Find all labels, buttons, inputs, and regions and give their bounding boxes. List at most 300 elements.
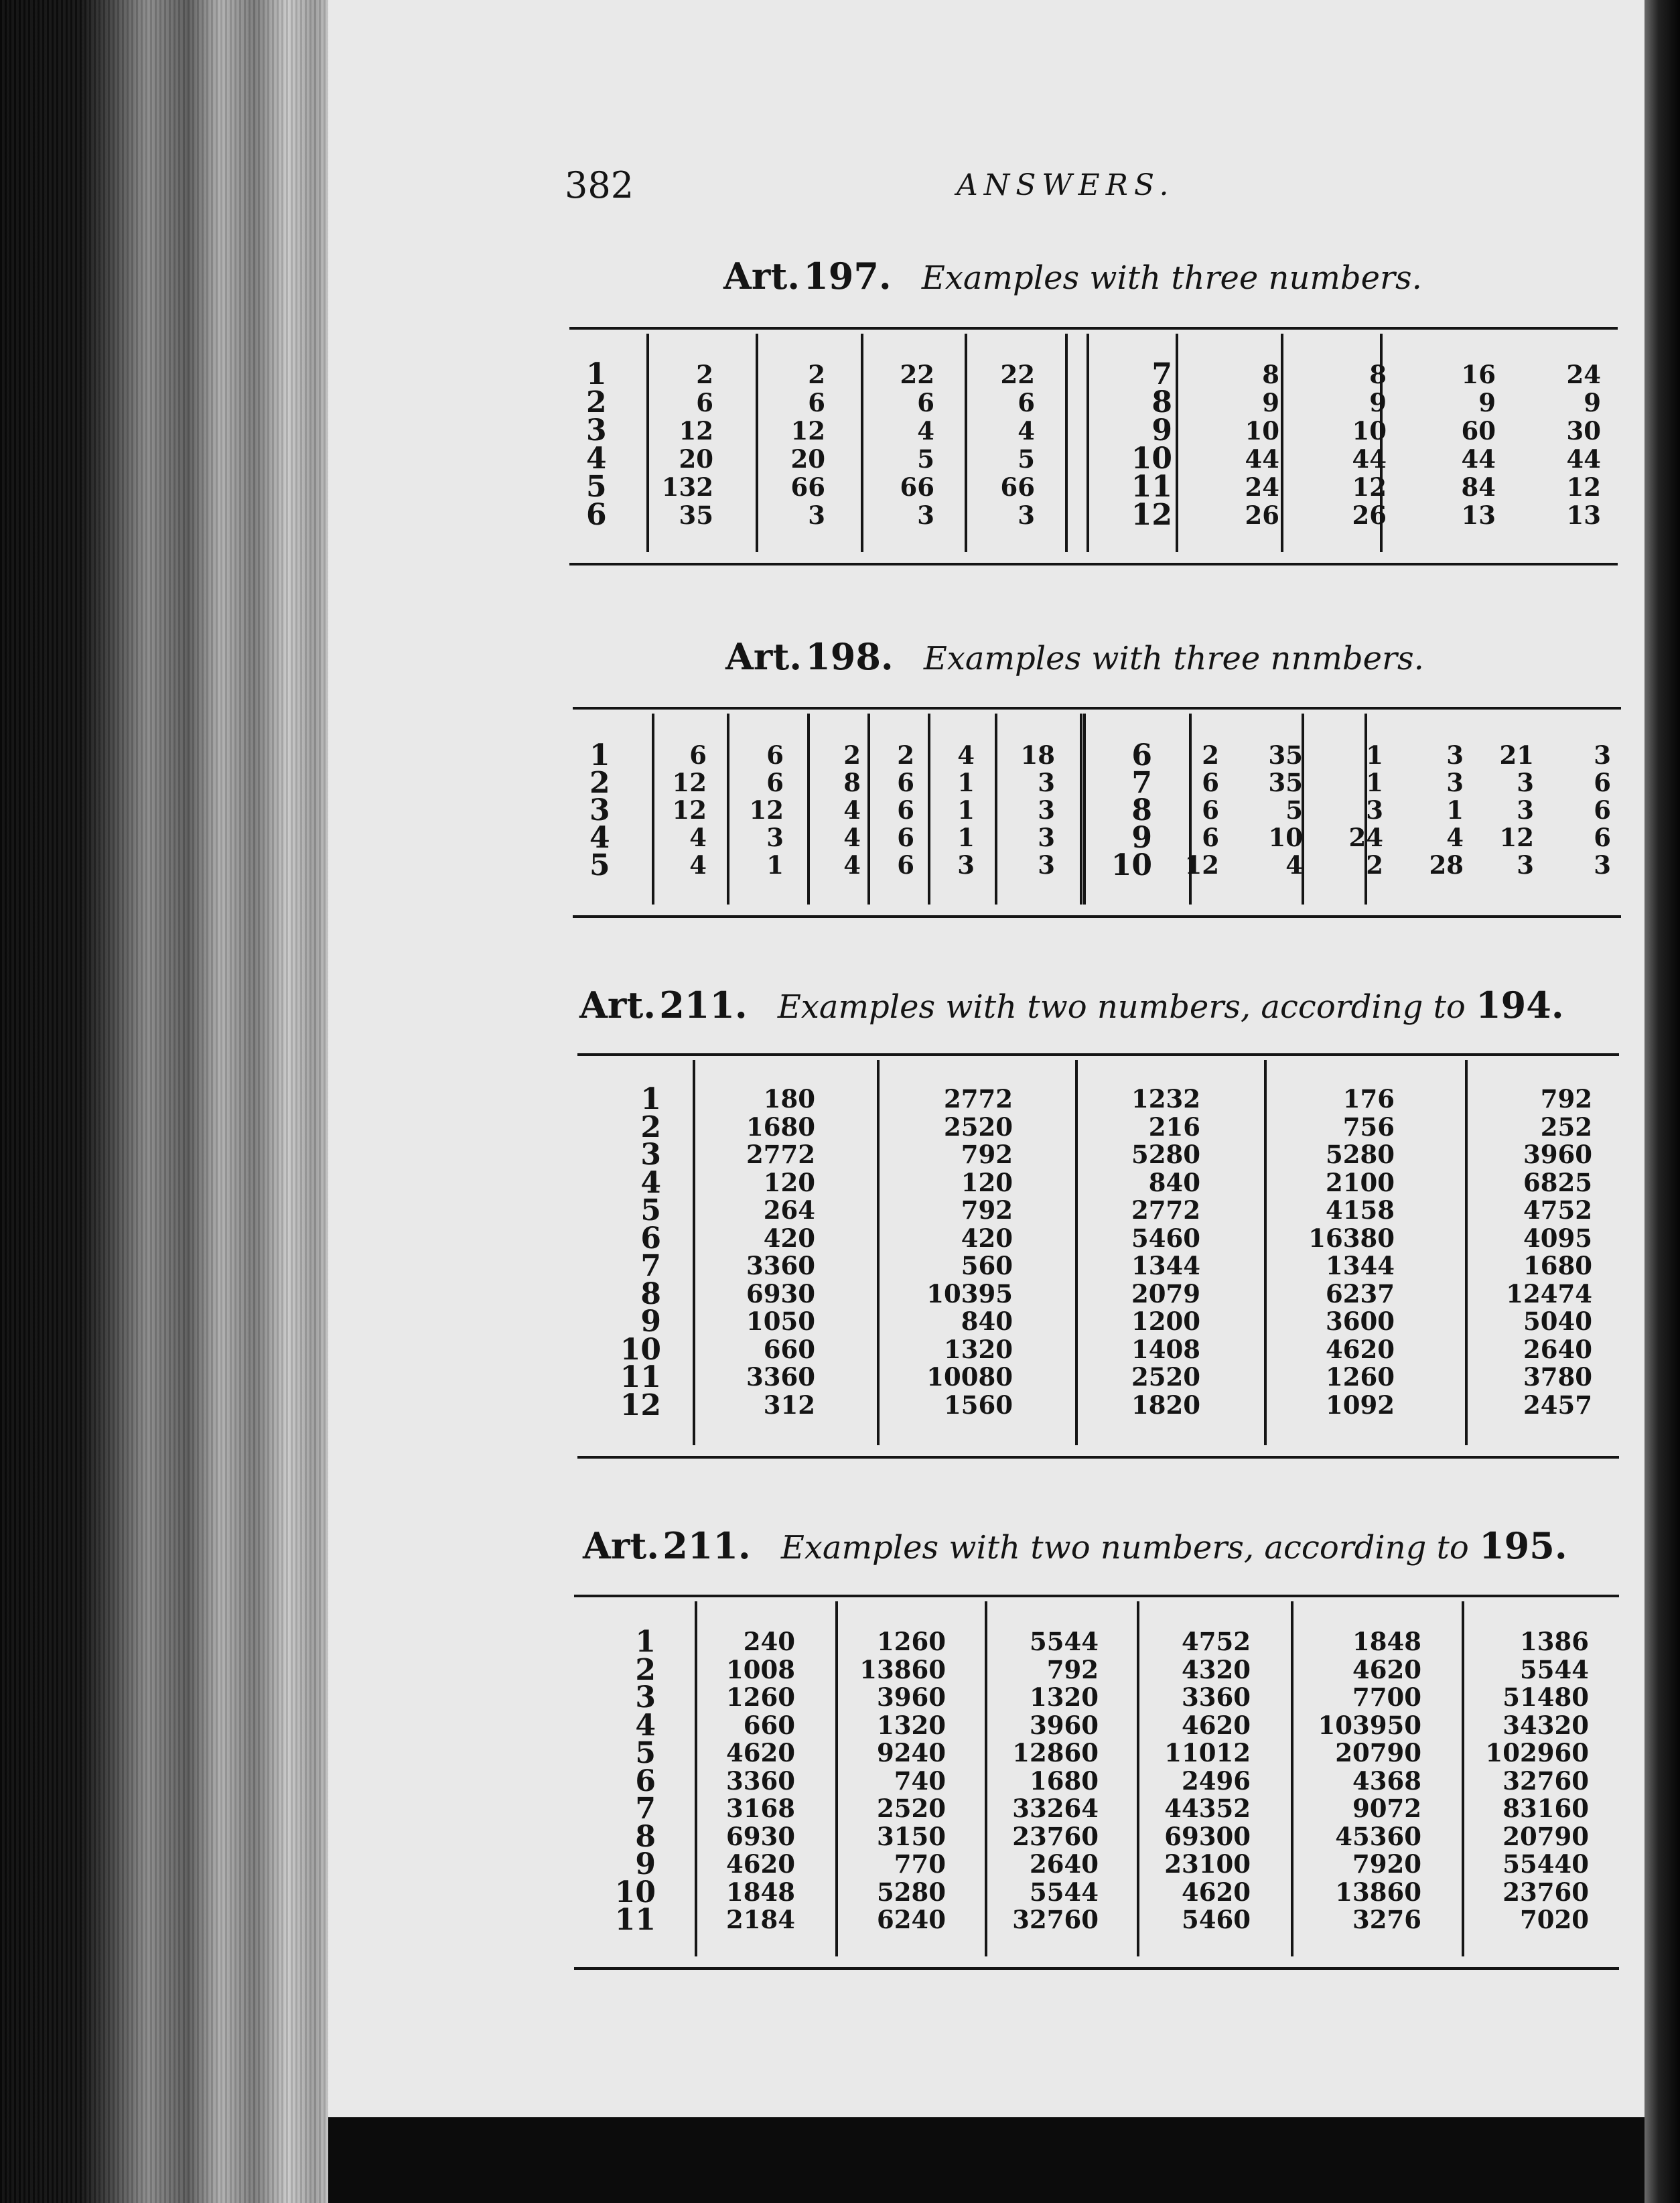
answer-value: 180: [763, 1084, 815, 1114]
example-number: 5: [635, 1736, 656, 1770]
answer-value: 2772: [944, 1084, 1013, 1114]
answer-value: 4: [1018, 416, 1035, 446]
answer-value: 3360: [746, 1251, 815, 1280]
answer-value: 2: [897, 740, 914, 770]
answer-value: 740: [894, 1765, 946, 1796]
answer-value: 4620: [1182, 1877, 1251, 1907]
answer-value: 9072: [1352, 1794, 1421, 1823]
section-title: [723, 255, 1422, 297]
answer-value: 3: [1366, 795, 1383, 825]
answer-value: 23100: [1164, 1849, 1251, 1879]
answer-column: [673, 742, 707, 879]
example-number: 4: [586, 442, 607, 476]
answer-value: 3: [1038, 823, 1055, 852]
answer-value: 2: [843, 740, 861, 770]
answer-value: 26: [1352, 500, 1387, 530]
example-number: 5: [640, 1193, 661, 1227]
answer-table: [569, 327, 1618, 565]
answer-column: [900, 360, 935, 529]
column-divider: [693, 1060, 695, 1445]
answer-value: 2520: [944, 1112, 1013, 1142]
answer-value: 2184: [726, 1905, 795, 1934]
answer-value: 3276: [1352, 1905, 1421, 1934]
answer-value: 12: [1184, 850, 1219, 880]
table-bottom-rule: [574, 1967, 1619, 1970]
answer-value: 2079: [1131, 1278, 1200, 1309]
answer-value: 21: [1499, 740, 1534, 770]
answer-value: 560: [961, 1251, 1013, 1280]
answer-value: 2: [1202, 740, 1219, 770]
section-title: [583, 1524, 1567, 1567]
answer-value: 12: [1499, 823, 1534, 852]
answer-value: 44: [1461, 444, 1496, 474]
answer-value: 1: [766, 850, 784, 880]
answer-value: 5544: [1030, 1627, 1099, 1656]
answer-value: 13860: [859, 1654, 946, 1684]
answer-column: [1462, 360, 1496, 529]
answer-value: 1200: [1131, 1307, 1200, 1336]
answer-value: 3: [1038, 850, 1055, 880]
answer-column: [1111, 738, 1152, 882]
example-number: 4: [640, 1165, 661, 1200]
answer-value: 12: [1352, 472, 1387, 502]
answer-value: 20790: [1502, 1821, 1589, 1851]
answer-value: 5: [1285, 795, 1303, 825]
answer-value: 132: [661, 472, 713, 502]
answer-value: 3: [1517, 850, 1534, 880]
example-number: 1: [640, 1082, 661, 1116]
answer-value: 6: [766, 768, 784, 797]
answer-value: 4095: [1523, 1223, 1592, 1253]
answer-value: 3960: [877, 1682, 946, 1712]
answer-value: 2520: [1131, 1362, 1200, 1392]
answer-value: 252: [1540, 1112, 1592, 1142]
column-divider: [928, 714, 930, 905]
answer-value: 6: [897, 768, 914, 797]
answer-value: 4: [843, 823, 861, 852]
answer-value: 35: [679, 500, 713, 530]
answer-value: 2640: [1523, 1334, 1592, 1364]
answer-value: 660: [743, 1710, 795, 1740]
column-divider: [965, 334, 967, 552]
example-number: 11: [614, 1903, 656, 1937]
answer-value: 7700: [1352, 1682, 1421, 1712]
answer-column: [1308, 1085, 1395, 1419]
column-divider: [1462, 1601, 1464, 1956]
answer-column: [1131, 357, 1172, 532]
answer-value: 792: [961, 1195, 1013, 1225]
answer-value: 2100: [1326, 1167, 1395, 1197]
answer-value: 840: [1148, 1167, 1200, 1197]
answer-value: 12: [672, 795, 707, 825]
column-divider: [1083, 714, 1086, 905]
section-caption: Examples with three nnmbers.: [923, 640, 1424, 677]
art-number: 211.: [659, 984, 748, 1026]
answer-value: 12: [790, 416, 825, 446]
table-bottom-rule: [569, 563, 1618, 565]
table-top-rule: [569, 327, 1618, 330]
answer-value: 1008: [726, 1654, 795, 1684]
scan-border: [328, 2117, 1644, 2203]
answer-value: 44: [1245, 444, 1279, 474]
answer-value: 12: [1566, 472, 1601, 502]
art-number: 211.: [662, 1524, 751, 1567]
answer-value: 5460: [1182, 1905, 1251, 1934]
answer-value: 1: [1446, 795, 1464, 825]
answer-value: 3: [808, 500, 825, 530]
answer-column: [957, 742, 975, 879]
answer-value: 11: [1131, 470, 1172, 504]
answer-value: 84: [1461, 472, 1496, 502]
answer-value: 9: [1584, 388, 1601, 417]
answer-value: 8: [843, 768, 861, 797]
example-number: 10: [614, 1875, 656, 1910]
answer-value: 60: [1461, 416, 1496, 446]
example-number: 4: [635, 1708, 656, 1743]
column-divider: [646, 334, 649, 552]
answer-value: 420: [763, 1223, 815, 1253]
answer-value: 420: [961, 1223, 1013, 1253]
column-divider: [867, 714, 870, 905]
answer-value: 4: [917, 416, 934, 446]
answer-value: 9240: [877, 1738, 946, 1767]
column-divider: [1087, 334, 1089, 552]
answer-value: 12: [672, 768, 707, 797]
example-number: 6: [586, 498, 607, 532]
table-bottom-rule: [577, 1456, 1619, 1459]
answer-value: 4158: [1326, 1195, 1395, 1225]
column-divider: [756, 334, 758, 552]
example-number: 2: [640, 1110, 661, 1144]
answer-column: [726, 1628, 795, 1934]
answer-value: 6: [1202, 768, 1219, 797]
page-edge: [1644, 0, 1680, 2203]
answer-value: 2640: [1030, 1849, 1099, 1879]
example-number: 3: [635, 1680, 656, 1715]
answer-value: 1848: [1352, 1627, 1421, 1656]
answer-column: [1269, 742, 1304, 879]
answer-value: 1320: [1030, 1682, 1099, 1712]
art-label: Art.: [583, 1524, 660, 1567]
answer-value: 3150: [877, 1821, 946, 1851]
answer-value: 1408: [1131, 1334, 1200, 1364]
answer-value: 4620: [726, 1849, 795, 1879]
column-divider: [1137, 1601, 1139, 1956]
answer-value: 3: [1446, 768, 1464, 797]
answer-value: 35: [1268, 740, 1303, 770]
answer-value: 120: [961, 1167, 1013, 1197]
answer-value: 5: [917, 444, 934, 474]
answer-value: 26: [1245, 500, 1279, 530]
answer-value: 2772: [746, 1140, 815, 1169]
answer-value: 120: [763, 1167, 815, 1197]
example-number: 11: [620, 1360, 661, 1394]
column-divider: [985, 1601, 987, 1956]
answer-value: 176: [1342, 1084, 1395, 1114]
answer-value: 2: [696, 360, 713, 389]
answer-value: 1232: [1131, 1084, 1200, 1114]
answer-value: 3: [1038, 795, 1055, 825]
answer-value: 4: [1446, 823, 1464, 852]
page-number: 382: [565, 164, 634, 206]
table-top-rule: [577, 1053, 1619, 1056]
answer-value: 1560: [944, 1390, 1013, 1420]
example-number: 1: [635, 1625, 656, 1659]
answer-value: 3: [1594, 850, 1611, 880]
answer-value: 1: [1366, 740, 1383, 770]
answer-value: 3: [1594, 740, 1611, 770]
answer-value: 12: [749, 795, 784, 825]
answer-value: 3: [766, 823, 784, 852]
answer-value: 1680: [1523, 1251, 1592, 1280]
column-divider: [1176, 334, 1178, 552]
answer-value: 44352: [1164, 1794, 1251, 1823]
answer-value: 2772: [1131, 1195, 1200, 1225]
section-title: [725, 635, 1424, 678]
answer-value: 16: [1461, 360, 1496, 389]
answer-value: 10: [1352, 416, 1387, 446]
answer-value: 660: [763, 1334, 815, 1364]
answer-value: 8: [1151, 385, 1172, 419]
answer-value: 45360: [1335, 1821, 1421, 1851]
example-number: 3: [589, 793, 610, 827]
answer-value: 8: [1369, 360, 1387, 389]
answer-value: 13860: [1335, 1877, 1421, 1907]
answer-value: 6240: [877, 1905, 946, 1934]
answer-value: 20790: [1335, 1738, 1421, 1767]
answer-value: 6: [808, 388, 825, 417]
answer-value: 10080: [926, 1362, 1013, 1392]
answer-value: 3: [1018, 500, 1035, 530]
answer-value: 83160: [1502, 1794, 1589, 1823]
table-bottom-rule: [573, 915, 1621, 918]
answer-value: 792: [1540, 1084, 1592, 1114]
column-divider: [695, 1601, 697, 1956]
example-number: 3: [640, 1138, 661, 1172]
answer-value: 1680: [746, 1112, 815, 1142]
answer-value: 20: [790, 444, 825, 474]
answer-value: 3360: [746, 1362, 815, 1392]
answer-value: 5544: [1030, 1877, 1099, 1907]
answer-value: 840: [961, 1307, 1013, 1336]
example-number: 12: [620, 1388, 661, 1422]
answer-value: 16380: [1308, 1223, 1395, 1253]
column-divider: [807, 714, 810, 905]
table-top-rule: [573, 707, 1621, 710]
answer-value: 3360: [1182, 1682, 1251, 1712]
answer-value: 6: [897, 823, 914, 852]
answer-value: 2496: [1182, 1765, 1251, 1796]
answer-value: 12474: [1506, 1278, 1592, 1309]
answer-value: 10: [1131, 442, 1172, 476]
answer-value: 1050: [746, 1307, 815, 1336]
answer-column: [926, 1085, 1013, 1419]
answer-value: 1320: [944, 1334, 1013, 1364]
row-number-column: [620, 1082, 661, 1422]
answer-value: 216: [1148, 1112, 1200, 1142]
example-number: 2: [635, 1652, 656, 1687]
answer-value: 66: [1000, 472, 1035, 502]
answer-value: 3960: [1030, 1710, 1099, 1740]
answer-value: 18: [1020, 740, 1055, 770]
answer-value: 5: [1018, 444, 1035, 474]
art-label: Art.: [723, 255, 800, 297]
answer-value: 1848: [726, 1877, 795, 1907]
answer-value: 24: [1348, 823, 1383, 852]
answer-value: 9: [1478, 388, 1496, 417]
example-number: 10: [620, 1332, 661, 1367]
answer-value: 6: [917, 388, 934, 417]
answer-value: 5280: [1326, 1140, 1395, 1169]
answer-value: 3168: [726, 1794, 795, 1823]
answer-value: 3780: [1523, 1362, 1592, 1392]
answer-value: 8: [1131, 793, 1152, 827]
answer-value: 66: [900, 472, 934, 502]
answer-column: [859, 1628, 946, 1934]
answer-column: [1506, 1085, 1592, 1419]
answer-value: 6: [1202, 823, 1219, 852]
answer-value: 3360: [726, 1765, 795, 1796]
answer-value: 22: [1000, 360, 1035, 389]
answer-value: 12: [679, 416, 713, 446]
answer-value: 6: [1594, 768, 1611, 797]
answer-value: 10: [1245, 416, 1279, 446]
article-reference: 194.: [1476, 984, 1564, 1026]
answer-value: 2520: [877, 1794, 946, 1823]
answer-value: 240: [743, 1627, 795, 1656]
example-number: 7: [640, 1249, 661, 1283]
running-head: ANSWERS.: [957, 168, 1175, 202]
answer-value: 6825: [1523, 1167, 1592, 1197]
example-number: 9: [640, 1305, 661, 1339]
column-divider: [995, 714, 997, 905]
answer-value: 20: [679, 444, 713, 474]
answer-value: 1680: [1030, 1765, 1099, 1796]
answer-value: 3: [1446, 740, 1464, 770]
answer-value: 12860: [1012, 1738, 1099, 1767]
answer-value: 770: [894, 1849, 946, 1879]
binding-gutter: [0, 0, 335, 2203]
example-number: 1: [586, 357, 607, 391]
answer-value: 7920: [1352, 1849, 1421, 1879]
answer-value: 1260: [877, 1627, 946, 1656]
answer-value: 6: [1131, 738, 1152, 773]
art-number: 198.: [805, 635, 894, 678]
answer-value: 5040: [1523, 1307, 1592, 1336]
answer-value: 10395: [926, 1278, 1013, 1309]
answer-value: 8: [1262, 360, 1279, 389]
answer-table: [574, 1595, 1619, 1970]
answer-value: 4320: [1182, 1654, 1251, 1684]
answer-value: 3960: [1523, 1140, 1592, 1169]
answer-value: 4: [689, 823, 707, 852]
art-label: Art.: [725, 635, 802, 678]
example-number: 4: [589, 821, 610, 855]
answer-column: [1185, 742, 1220, 879]
answer-column: [1001, 360, 1036, 529]
answer-column: [1012, 1628, 1099, 1934]
answer-column: [1021, 742, 1056, 879]
answer-value: 34320: [1502, 1710, 1589, 1740]
answer-value: 9: [1131, 821, 1152, 855]
answer-value: 6: [1202, 795, 1219, 825]
answer-table: [577, 1053, 1619, 1459]
column-divider: [1075, 1060, 1078, 1445]
answer-column: [750, 742, 784, 879]
column-divider: [1264, 1060, 1267, 1445]
answer-value: 6: [689, 740, 707, 770]
answer-value: 4620: [1352, 1654, 1421, 1684]
answer-value: 3: [1517, 768, 1534, 797]
answer-value: 6: [897, 850, 914, 880]
example-number: 2: [586, 385, 607, 419]
answer-value: 12: [1131, 498, 1172, 532]
answer-column: [791, 360, 826, 529]
answer-value: 7: [1131, 766, 1152, 800]
answer-value: 6: [1594, 823, 1611, 852]
answer-value: 13: [1566, 500, 1601, 530]
answer-value: 1: [1366, 768, 1383, 797]
example-number: 3: [586, 413, 607, 448]
answer-value: 55440: [1502, 1849, 1589, 1879]
answer-value: 1092: [1326, 1390, 1395, 1420]
answer-column: [1164, 1628, 1251, 1934]
answer-value: 23760: [1502, 1877, 1589, 1907]
answer-value: 1344: [1131, 1251, 1200, 1280]
art-number: 197.: [803, 255, 892, 297]
answer-value: 51480: [1502, 1682, 1589, 1712]
answer-column: [1594, 742, 1611, 879]
answer-value: 6: [1018, 388, 1035, 417]
answer-value: 6: [1594, 795, 1611, 825]
answer-value: 1386: [1520, 1627, 1589, 1656]
answer-value: 24: [1245, 472, 1279, 502]
answer-value: 35: [1268, 768, 1303, 797]
answer-value: 5280: [1131, 1140, 1200, 1169]
answer-value: 32760: [1012, 1905, 1099, 1934]
answer-column: [1352, 360, 1387, 529]
answer-value: 1: [957, 823, 975, 852]
answer-column: [1486, 1628, 1589, 1934]
answer-value: 5544: [1520, 1654, 1589, 1684]
answer-value: 3: [1517, 795, 1534, 825]
section-caption: [777, 984, 1564, 1026]
answer-value: 30: [1566, 416, 1601, 446]
answer-value: 312: [763, 1390, 815, 1420]
answer-value: 4752: [1182, 1627, 1251, 1656]
answer-value: 4: [957, 740, 975, 770]
art-label: Art.: [579, 984, 656, 1026]
answer-column: [1131, 1085, 1200, 1419]
answer-value: 3600: [1326, 1307, 1395, 1336]
row-number-column: [614, 1625, 656, 1937]
answer-value: 9: [1369, 388, 1387, 417]
answer-column: [1318, 1628, 1421, 1934]
answer-value: 1: [957, 768, 975, 797]
answer-value: 1320: [877, 1710, 946, 1740]
column-divider: [877, 1060, 880, 1445]
answer-value: 5460: [1131, 1223, 1200, 1253]
answer-value: 2: [1366, 850, 1383, 880]
answer-value: 4752: [1523, 1195, 1592, 1225]
answer-value: 6: [897, 795, 914, 825]
answer-value: 1260: [726, 1682, 795, 1712]
answer-value: 33264: [1012, 1794, 1099, 1823]
answer-value: 3: [957, 850, 975, 880]
answer-value: 3: [1038, 768, 1055, 797]
answer-value: 9: [1151, 413, 1172, 448]
column-divider: [652, 714, 654, 905]
